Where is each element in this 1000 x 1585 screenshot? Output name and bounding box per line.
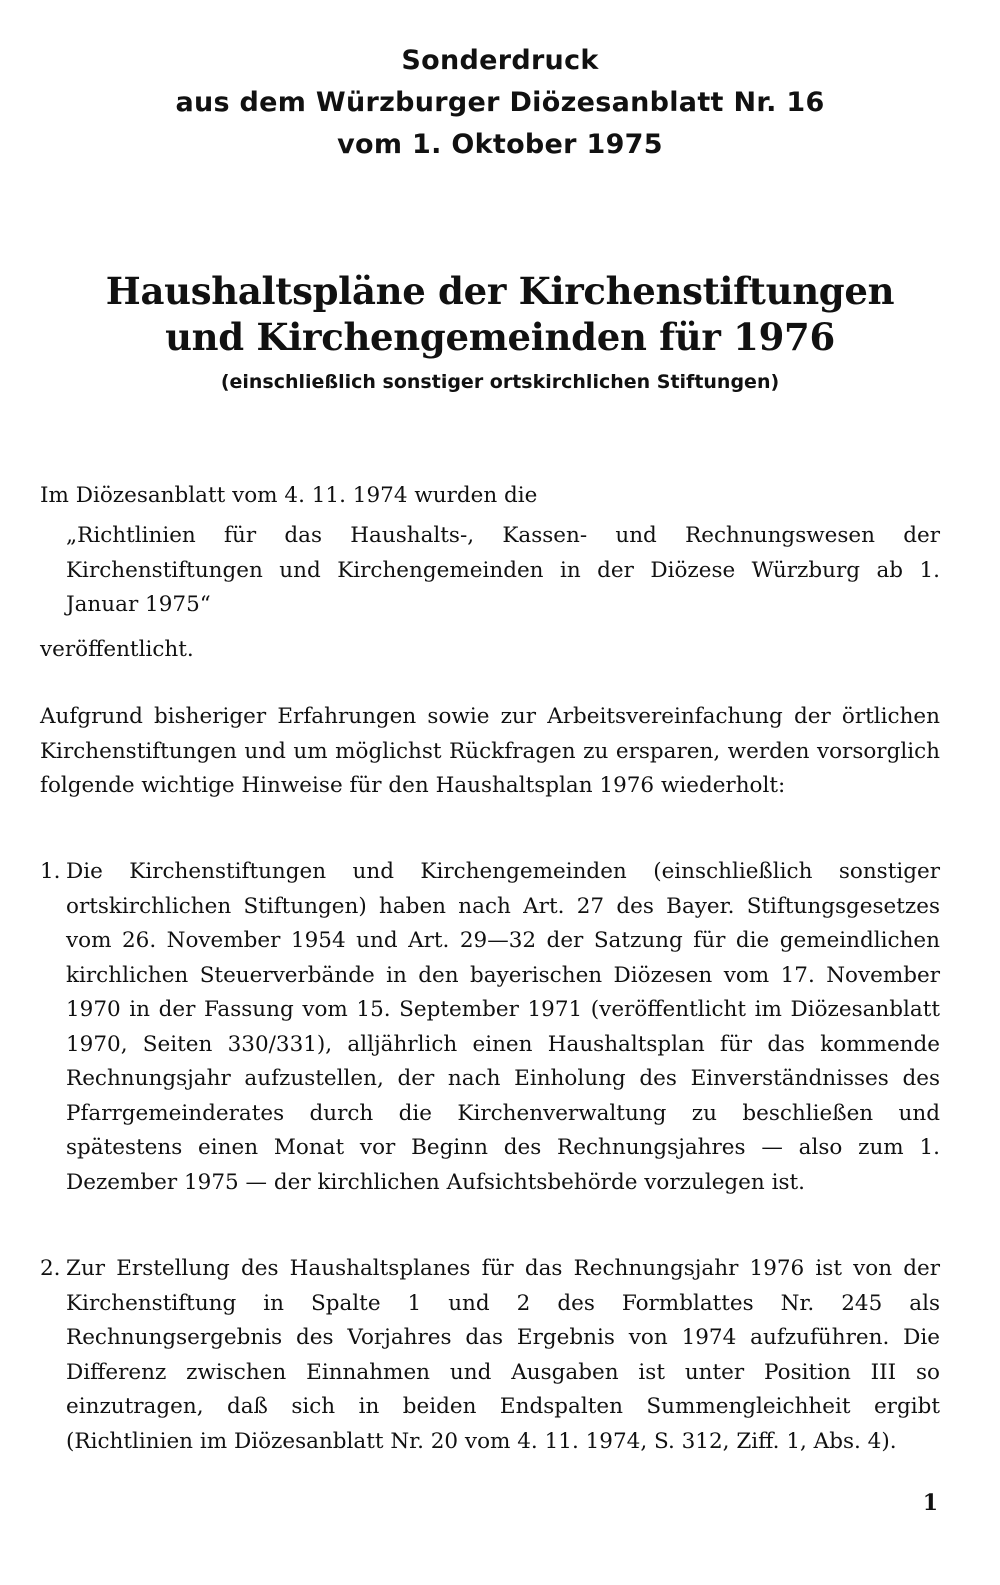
title-subtitle: (einschließlich sonstiger ortskirchlichen Stiftungen) xyxy=(220,371,780,393)
list-item-number: 2. xyxy=(40,1256,61,1281)
list-item-text: Zur Erstellung des Haushaltsplanes für das Rechnungsjahr 1976 ist von der Kirchenstiftung in Spalte 1 und 2 des Formblattes Nr. 245 als Rechnungsergebnis des Vorjahres das Ergebnis von 1974 aufzuführen. Die Differenz zwischen Einnahmen und Ausgaben ist unter Position III so einzutragen, daß sich in beiden Endspalten Summengleichheit ergibt (Richtlinien im Diözesanblatt Nr. 20 vom 4. 11. 1974, S. 312, Ziff. 1, Abs. 4). xyxy=(66,1256,940,1454)
intro-tail: veröffentlicht. xyxy=(40,637,194,662)
header-line-2: aus dem Würzburger Diözesanblatt Nr. 16 xyxy=(175,87,825,118)
list-item-text: Die Kirchenstiftungen und Kirchengemeinden (einschließlich sonstiger ortskirchlichen Stiftungen) haben nach Art. 27 des Bayer. Stiftungsgesetzes vom 26. November 1954 und Art. 29—32 der Satzung für die gemeindlichen kirchlichen Steuerverbände in den bayerischen Diözesen vom 17. November 1970 in der Fassung vom 15. September 1971 (veröffentlicht im Diözesanblatt 1970, Seiten 330/331), alljährlich einen Haushaltsplan für das kommende Rechnungsjahr aufzustellen, der nach Einholung des Einverständnisses des Pfarrgemeinderates durch die Kirchenverwaltung zu beschließen und spätestens einen Monat vor Beginn des Rechnungsjahres — also zum 1. Dezember 1975 — der kirchlichen Aufsichtsbehörde vorzulegen ist. xyxy=(66,859,940,1195)
intro-lead: Im Diözesanblatt vom 4. 11. 1974 wurden die xyxy=(40,483,538,508)
intro-quote: „Richtlinien für das Haushalts-, Kassen- und Rechnungswesen der Kirchenstiftungen und Kirchengemeinden in der Diözese Würzburg ab 1. Januar 1975“ xyxy=(66,523,940,617)
header-line-1: Sonderdruck xyxy=(401,45,599,76)
header-line-3: vom 1. Oktober 1975 xyxy=(337,129,663,160)
body-paragraph: Aufgrund bisheriger Erfahrungen sowie zur Arbeitsvereinfachung der örtlichen Kirchenstiftungen und um möglichst Rückfragen zu ersparen, werden vorsorglich folgende wichtige Hinweise für den Haushaltsplan 1976 wiederholt: xyxy=(40,704,940,798)
list-item-number: 1. xyxy=(40,859,61,884)
title-line-2: und Kirchengemeinden für 1976 xyxy=(165,315,835,359)
title-line-1: Haushaltspläne der Kirchenstiftungen xyxy=(105,269,895,313)
page-number: 1 xyxy=(922,1490,938,1516)
